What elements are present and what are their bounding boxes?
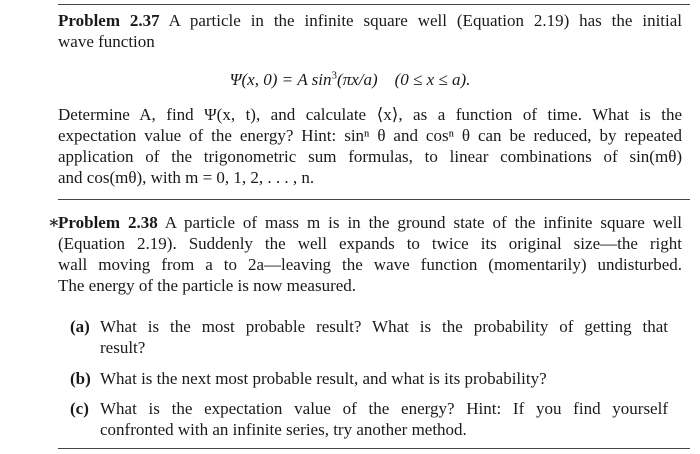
problem-2-38-label: Problem 2.38 [58, 213, 158, 232]
subpart-b-line: What is the next most probable result, and what is its probability? [100, 369, 547, 388]
problem-2-37-label: Problem 2.37 [58, 11, 160, 30]
subpart-label: (c) [70, 399, 89, 418]
middle-rule [58, 199, 690, 200]
problem-2-38-body-line: (Equation 2.19). Suddenly the well expands to twice its original size—the right [58, 234, 682, 253]
subpart-a-line: What is the most probable result? What is the probability of getting that [100, 317, 668, 336]
problem-2-38-body-line: wall moving from a to 2a—leaving the wave function (momentarily) undisturbed. [58, 255, 682, 274]
problem-2-37-body-line: and cos(mθ), with m = 0, 1, 2, . . . , n. [58, 168, 315, 187]
equation-exponent: 3 [331, 69, 338, 82]
problem-2-38-line1: A particle of mass m is in the ground state of the infinite square well [164, 213, 683, 232]
subpart-c-line: confronted with an infinite series, try another method. [100, 420, 467, 439]
subpart-label: (b) [70, 369, 91, 388]
subpart-c-line: What is the expectation value of the energy? Hint: If you find yourself [100, 399, 668, 418]
problem-2-37-intro [58, 10, 682, 52]
problem-2-37-line2: wave function [58, 32, 155, 51]
top-rule [58, 4, 690, 5]
problem-2-38-body-line: The energy of the particle is now measured. [58, 276, 357, 295]
equation-rhs: (πx/a) (0 ≤ x ≤ a). [337, 70, 471, 89]
starred-problem-marker: ∗ [48, 213, 60, 232]
problem-2-37-body-line: expectation value of the energy? Hint: sinⁿ θ and cosⁿ θ can be reduced, by repeated [58, 126, 682, 145]
problem-2-37-body [58, 104, 682, 188]
subpart-label: (a) [70, 317, 90, 336]
wave-function-equation [0, 69, 700, 90]
problem-2-38-intro [58, 212, 682, 296]
problem-2-37-line1: A particle in the infinite square well (Equation 2.19) has the initial [168, 11, 683, 30]
problem-2-37-body-line: Determine A, find Ψ(x, t), and calculate ⟨x⟩, as a function of time. What is the [58, 105, 682, 124]
subpart-a-line: result? [100, 338, 146, 357]
bottom-rule [58, 448, 690, 449]
problem-2-37-body-line: application of the trigonometric sum formulas, to linear combinations of sin(mθ) [58, 147, 682, 166]
equation-lhs: Ψ(x, 0) = A sin [229, 70, 332, 89]
